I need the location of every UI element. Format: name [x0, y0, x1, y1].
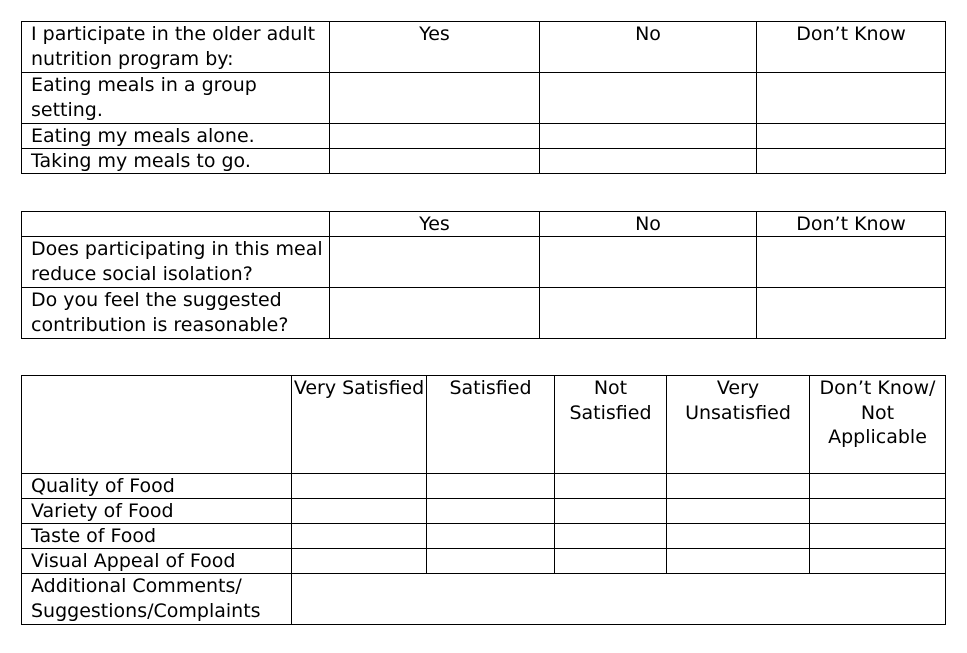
table-row: [22, 73, 946, 124]
row-label: Variety of Food: [22, 499, 292, 524]
rating-cell-dont-know-na[interactable]: [810, 549, 946, 574]
table-row: [22, 474, 946, 499]
rating-cell-very-satisfied[interactable]: [292, 499, 427, 524]
row-label: Quality of Food: [22, 474, 292, 499]
answer-cell-dont-know[interactable]: [757, 149, 946, 174]
column-header-dont-know: Don’t Know: [757, 22, 946, 73]
rating-cell-very-unsatisfied[interactable]: [667, 524, 810, 549]
participation-table: [21, 21, 946, 174]
blank-header-cell: [22, 376, 292, 474]
column-header-dont-know: Don’t Know: [757, 212, 946, 237]
table-row: [22, 524, 946, 549]
rating-cell-not-satisfied[interactable]: [555, 549, 667, 574]
row-label: Eating meals in a group setting.: [22, 73, 330, 124]
rating-cell-very-unsatisfied[interactable]: [667, 549, 810, 574]
rating-cell-very-satisfied[interactable]: [292, 474, 427, 499]
row-label: Eating my meals alone.: [22, 124, 330, 149]
table-row: [22, 288, 946, 339]
table-header-row: [22, 22, 946, 73]
table-row: [22, 237, 946, 288]
table-header-row: [22, 376, 946, 474]
rating-cell-satisfied[interactable]: [427, 499, 555, 524]
answer-cell-no[interactable]: [540, 237, 757, 288]
blank-header-cell: [22, 212, 330, 237]
table-row: [22, 124, 946, 149]
rating-cell-very-unsatisfied[interactable]: [667, 474, 810, 499]
rating-cell-satisfied[interactable]: [427, 474, 555, 499]
rating-cell-satisfied[interactable]: [427, 549, 555, 574]
column-header-very-unsatisfied: Very Unsatisfied: [667, 376, 810, 474]
column-header-yes: Yes: [330, 212, 540, 237]
answer-cell-dont-know[interactable]: [757, 288, 946, 339]
answer-cell-no[interactable]: [540, 288, 757, 339]
column-header-no: No: [540, 22, 757, 73]
rating-cell-dont-know-na[interactable]: [810, 474, 946, 499]
column-header-satisfied: Satisfied: [427, 376, 555, 474]
row-label: Visual Appeal of Food: [22, 549, 292, 574]
comments-row: [22, 574, 946, 625]
table-row: [22, 549, 946, 574]
rating-cell-dont-know-na[interactable]: [810, 524, 946, 549]
program-feedback-table: [21, 211, 946, 339]
column-header-not-satisfied: Not Satisfied: [555, 376, 667, 474]
rating-cell-very-satisfied[interactable]: [292, 549, 427, 574]
answer-cell-yes[interactable]: [330, 237, 540, 288]
rating-cell-not-satisfied[interactable]: [555, 474, 667, 499]
answer-cell-yes[interactable]: [330, 73, 540, 124]
rating-cell-dont-know-na[interactable]: [810, 499, 946, 524]
table-row: [22, 499, 946, 524]
row-label: Do you feel the suggested contribution is reasonable?: [22, 288, 330, 339]
row-label: Does participating in this meal reduce social isolation?: [22, 237, 330, 288]
answer-cell-yes[interactable]: [330, 124, 540, 149]
answer-cell-no[interactable]: [540, 73, 757, 124]
row-label: Taste of Food: [22, 524, 292, 549]
comments-field[interactable]: [292, 574, 946, 625]
satisfaction-table: [21, 375, 946, 625]
answer-cell-dont-know[interactable]: [757, 237, 946, 288]
rating-cell-not-satisfied[interactable]: [555, 524, 667, 549]
rating-cell-very-unsatisfied[interactable]: [667, 499, 810, 524]
answer-cell-no[interactable]: [540, 124, 757, 149]
row-label: Taking my meals to go.: [22, 149, 330, 174]
table-header-row: [22, 212, 946, 237]
column-header-dont-know-na: Don’t Know/ Not Applicable: [810, 376, 946, 474]
rating-cell-not-satisfied[interactable]: [555, 499, 667, 524]
column-header-no: No: [540, 212, 757, 237]
answer-cell-yes[interactable]: [330, 288, 540, 339]
answer-cell-dont-know[interactable]: [757, 73, 946, 124]
rating-cell-satisfied[interactable]: [427, 524, 555, 549]
answer-cell-no[interactable]: [540, 149, 757, 174]
participation-question: I participate in the older adult nutrition program by:: [22, 22, 330, 73]
answer-cell-yes[interactable]: [330, 149, 540, 174]
column-header-yes: Yes: [330, 22, 540, 73]
rating-cell-very-satisfied[interactable]: [292, 524, 427, 549]
comments-label: Additional Comments/ Suggestions/Complaints: [22, 574, 292, 625]
table-row: [22, 149, 946, 174]
column-header-very-satisfied: Very Satisfied: [292, 376, 427, 474]
answer-cell-dont-know[interactable]: [757, 124, 946, 149]
